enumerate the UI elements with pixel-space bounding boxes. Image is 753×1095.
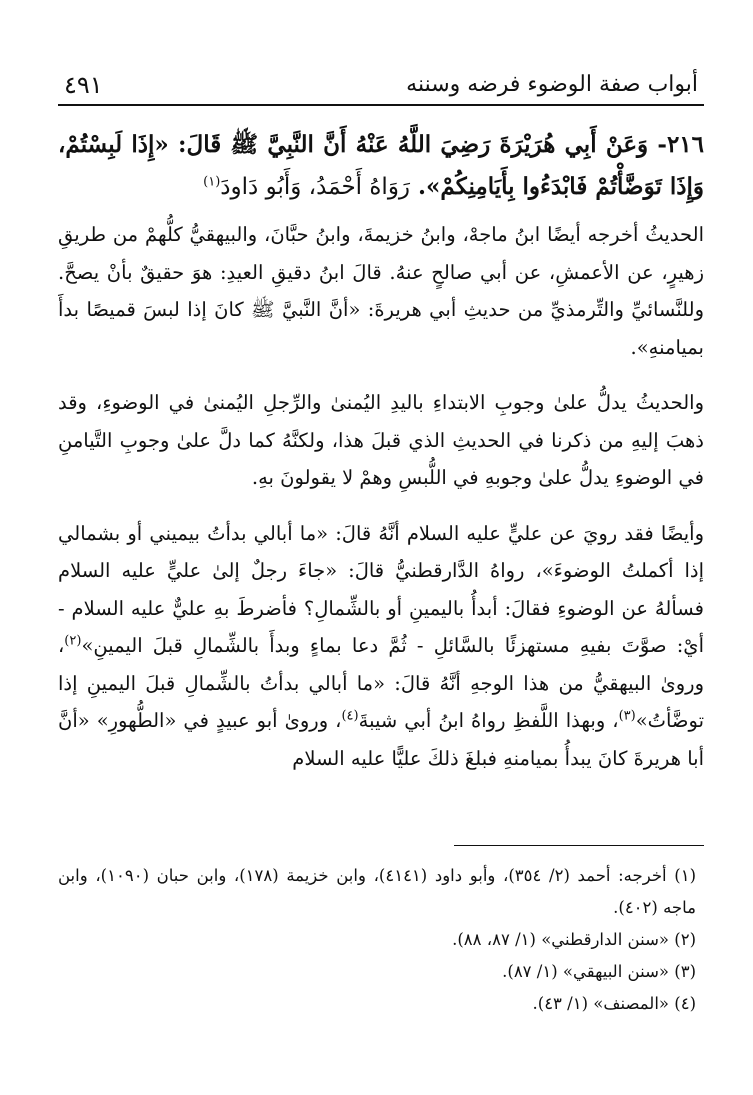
- chapter-title: أبواب صفة الوضوء فرضه وسننه: [406, 72, 698, 97]
- paragraph-3-part-d: ، وروىٰ أبو عبيدٍ في «الطُّهورِ» «أنَّ أبا هريرةَ كانَ يبدأُ بميامنهِ فبلغَ ذلكَ عليًّا عليه السلام: [58, 709, 704, 770]
- footnote-marker-2: (٢): [64, 633, 82, 649]
- paragraph-3-part-c: ، وبهذا اللَّفظِ رواهُ ابنُ أبي شيبةَ: [358, 709, 619, 732]
- footnote-marker-3: (٣): [618, 708, 636, 724]
- running-header: [58, 62, 704, 106]
- footnote-4: (٤) «المصنف» (١/ ٤٣).: [532, 994, 696, 1013]
- hadith-text: [58, 124, 704, 208]
- footnote-marker-1: (١): [203, 174, 221, 190]
- footnote-2: (٢) «سنن الدارقطني» (١/ ٨٧، ٨٨).: [452, 930, 696, 949]
- commentary-paragraph-1: الحديثُ أخرجه أيضًا ابنُ ماجهْ، وابنُ خزيمةَ، وابنُ حبَّانَ، والبيهقيُّ كلُّهمْ من طريقِ زهيرٍ، عن الأعمشِ، عن أبي صالحٍ عنهُ. قالَ ابنُ دقيقِ العيدِ: هوَ حقيقٌ بأنْ يصحَّ. وللنَّسائيِّ والتِّرمذيِّ من حديثِ أبي هريرةَ: «أنَّ النَّبيَّ ﷺ كانَ إذا لبسَ قميصًا بدأَ بميامنهِ».: [58, 223, 704, 359]
- commentary-paragraph-3: [58, 515, 704, 778]
- footnote-3: (٣) «سنن البيهقي» (١/ ٨٧).: [502, 962, 696, 981]
- footnote-list: [58, 860, 704, 1020]
- page-number: ٤٩١: [64, 71, 103, 99]
- footnote-divider: [454, 845, 704, 846]
- footnotes-section: [58, 845, 704, 1020]
- hadith-reference: رَوَاهُ أَحْمَدُ، وَأَبُو دَاودَ: [220, 174, 411, 200]
- book-page: [58, 62, 704, 777]
- paragraph-3-part-a: وأيضًا فقد رويَ عن عليٍّ عليه السلام أنَّهُ قالَ: «ما أبالي بدأتُ بيميني أو بشمالي إذا أكملتُ الوضوءَ»، رواهُ الدَّارقطنيُّ قالَ: «جاءَ رجلٌ إلىٰ عليٍّ عليه السلام فسألهُ عن الوضوءِ فقالَ: أبدأُ باليمينِ أو بالشِّمالِ؟ فأضرطَ بهِ عليٌّ عليه السلام - أيْ: صوَّتَ بفيهِ مستهزئًا بالسَّائلِ - ثُمَّ دعا بماءٍ وبدأَ بالشِّمالِ قبلَ اليمينِ»: [58, 521, 704, 657]
- footnote-1: (١) أخرجه: أحمد (٢/ ٣٥٤)، وأبو داود (٤١٤١)، وابن خزيمة (١٧٨)، وابن حبان (١٠٩٠)، وابن ماجه (٤٠٢).: [58, 866, 696, 917]
- footnote-marker-4: (٤): [341, 708, 359, 724]
- commentary-paragraph-2: والحديثُ يدلُّ علىٰ وجوبِ الابتداءِ باليدِ اليُمنىٰ والرِّجلِ اليُمنىٰ في الوضوءِ، وقد ذهبَ إليهِ من ذكرنا في الحديثِ الذي قبلَ هذا، ولكنَّهُ كما دلَّ علىٰ وجوبِ التَّيامنِ في الوضوءِ يدلُّ علىٰ وجوبهِ في اللُّبسِ وهمْ لا يقولونَ بهِ.: [58, 391, 704, 489]
- paragraph-3-part-b: ، وروىٰ البيهقيُّ من هذا الوجهِ أنَّهُ قالَ: «ما أبالي بدأتُ بالشِّمالِ قبلَ اليمينِ إذا توضَّأتُ»: [58, 634, 704, 732]
- hadith-body: ٢١٦- وَعَنْ أَبِي هُرَيْرَةَ رَضِيَ اللَّهُ عَنْهُ أَنَّ النَّبِيَّ ﷺ قَالَ: «إِذَا لَبِسْتُمْ، وَإِذَا تَوَضَّأْتُمْ فَابْدَءُوا بِأَيَامِنِكُمْ».: [58, 131, 704, 200]
